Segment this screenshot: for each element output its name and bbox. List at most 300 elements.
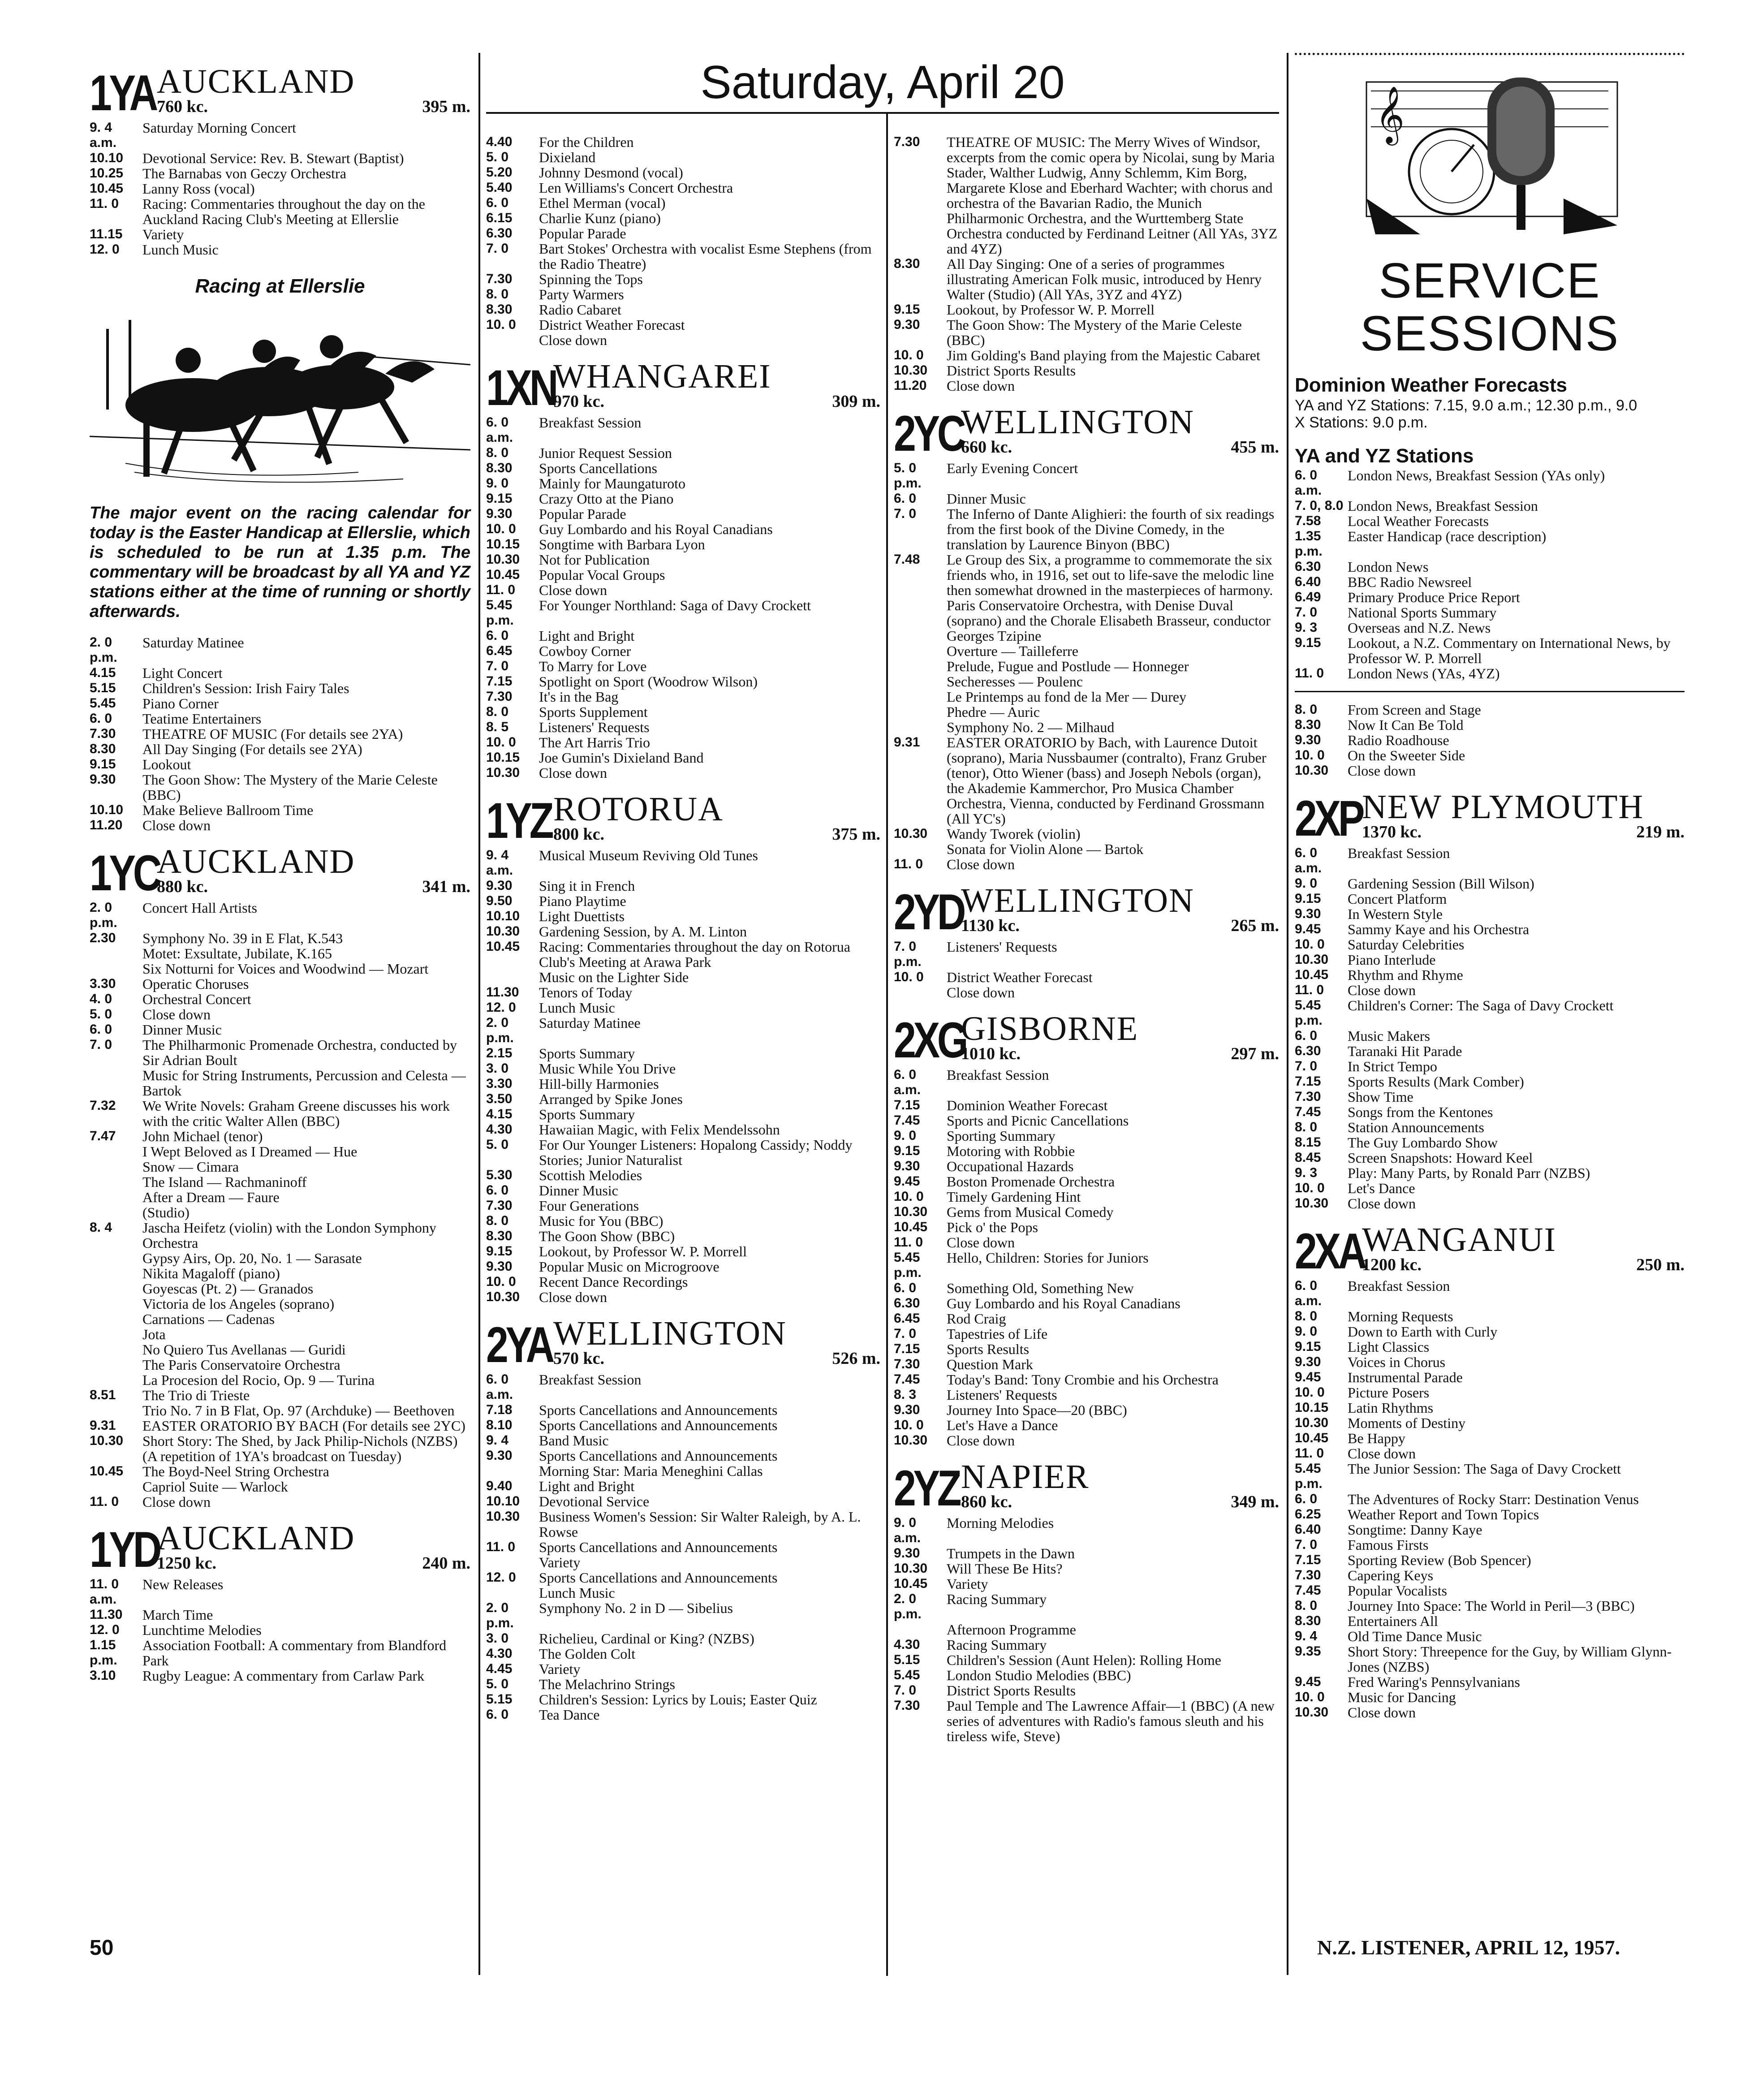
program-entry [90, 1607, 470, 1622]
program-title: Boston Promenade Orchestra [947, 1173, 1115, 1190]
program-title: Light and Bright [539, 1478, 635, 1494]
program-entry [1295, 635, 1685, 666]
station-code: 2YC [894, 405, 964, 461]
program-entry [486, 643, 880, 659]
program-title: Light Concert [142, 665, 223, 681]
program-entry [90, 1190, 470, 1205]
program-title: EASTER ORATORIO by Bach, with Laurence Dutoit (soprano), Maria Nussbaumer (contralto), Franz Gruber (tenor), Otto Wiener (bass) and Joseph Nebols (organ), the Akademie Kammerchor, Pro Musica Chamber Orchestra, Vienna, conducted by Ferdinand Grossmann (All YC's) [947, 734, 1267, 827]
program-time: 10. 0 [486, 522, 516, 536]
program-entry [90, 772, 470, 802]
program-time: 6. 0 [486, 195, 509, 210]
program-time [90, 1281, 142, 1296]
program-title: Piano Playtime [539, 893, 626, 909]
program-time: 10. 0 [486, 1274, 516, 1289]
program-entry [1295, 891, 1685, 906]
program-entry [1295, 666, 1685, 681]
program-time [90, 1251, 142, 1266]
program-entry [1295, 1568, 1685, 1583]
program-title: Junior Request Session [539, 445, 672, 461]
program-title: Lookout [142, 756, 191, 772]
program-time: 6. 0 a.m. [894, 1067, 921, 1097]
program-entry [486, 735, 880, 750]
program-title: Devotional Service: Rev. B. Stewart (Baptist) [142, 150, 404, 166]
program-time: 7.45 [1295, 1104, 1321, 1119]
program-entry [90, 1220, 470, 1251]
program-entry [894, 506, 1279, 552]
program-time: 7.15 [894, 1341, 920, 1356]
program-entry [894, 1576, 1279, 1591]
program-time: 10. 0 [894, 348, 924, 362]
program-time: 5.30 [486, 1168, 513, 1182]
program-entry [486, 332, 880, 348]
program-time: 3. 0 [486, 1631, 509, 1646]
program-title: Secheresses — Poulenc [947, 673, 1083, 690]
program-title: Voices in Chorus [1348, 1354, 1446, 1370]
program-time: 10. 0 [486, 735, 516, 750]
program-title: Music Makers [1348, 1028, 1430, 1044]
program-entry [1295, 937, 1685, 952]
program-title: The Guy Lombardo Show [1348, 1134, 1498, 1151]
program-title: To Marry for Love [539, 658, 647, 674]
program-title: Four Generations [539, 1198, 639, 1214]
program-entry [90, 1577, 470, 1607]
program-entry [1295, 1104, 1685, 1120]
program-title: Taranaki Hit Parade [1348, 1043, 1462, 1059]
program-title: Saturday Matinee [539, 1015, 641, 1031]
program-entry [894, 1220, 1279, 1235]
program-time: 7.30 [486, 272, 513, 286]
program-time: 11. 0 [1295, 666, 1324, 681]
program-title: Symphony No. 39 in E Flat, K.543 [142, 930, 343, 946]
program-entry [894, 1296, 1279, 1311]
program-time: 8. 0 [1295, 1598, 1318, 1613]
program-title: Occupational Hazards [947, 1158, 1074, 1174]
program-title: For the Children [539, 134, 634, 150]
program-title: Sports Cancellations and Announcements [539, 1539, 778, 1555]
program-time: 5. 0 [90, 1007, 112, 1022]
program-time: 3. 0 [486, 1061, 509, 1076]
program-title: Music for String Instruments, Percussion and Celesta — Bartok [142, 1067, 466, 1099]
program-time: 11. 0 [894, 857, 923, 871]
program-title: Gardening Session (Bill Wilson) [1348, 875, 1534, 892]
program-entry [894, 1652, 1279, 1668]
program-time: 10. 0 [894, 970, 924, 984]
program-time [486, 1555, 539, 1570]
program-time: 6. 0 [90, 1022, 112, 1037]
program-entry [1295, 620, 1685, 635]
program-title: Racing Summary [947, 1637, 1047, 1653]
program-entry [894, 1159, 1279, 1174]
program-entry [894, 704, 1279, 720]
program-entry [486, 302, 880, 317]
program-time: 10.30 [894, 1561, 928, 1576]
program-entry [894, 552, 1279, 643]
program-entry [90, 1144, 470, 1159]
program-entry [894, 857, 1279, 872]
program-entry [90, 120, 470, 151]
program-entry [1295, 998, 1685, 1028]
program-entry [90, 1464, 470, 1479]
program-title: Rhythm and Rhyme [1348, 967, 1463, 983]
program-entry [90, 1022, 470, 1037]
program-time: 9.50 [486, 893, 513, 908]
program-entry [894, 363, 1279, 378]
program-title: Overseas and N.Z. News [1348, 620, 1491, 636]
program-entry [1295, 590, 1685, 605]
program-title: Lanny Ross (vocal) [142, 181, 255, 197]
program-time: 9. 0 [1295, 1324, 1318, 1339]
program-entry [1295, 1552, 1685, 1568]
program-time: 12. 0 [90, 1622, 120, 1637]
program-title: Popular Music on Microgroove [539, 1259, 720, 1275]
program-time: 10. 0 [1295, 937, 1325, 952]
program-title: Morning Star: Maria Meneghini Callas [539, 1463, 763, 1479]
program-entry [486, 878, 880, 893]
program-title: Tenors of Today [539, 984, 633, 1000]
program-entry [90, 681, 470, 696]
program-title: Jim Golding's Band playing from the Majestic Cabaret [947, 347, 1260, 363]
column-rule [886, 112, 888, 1976]
program-title: Station Announcements [1348, 1119, 1484, 1135]
program-title: Short Story: Threepence for the Guy, by William Glynn-Jones (NZBS) [1348, 1643, 1672, 1675]
program-time: 9.45 [894, 1174, 920, 1189]
program-title: Le Group des Six, a programme to commemorate the six friends who, in 1916, set out to life-save the melodic line then somewhat drowned in the masterpieces of harmony. Paris Conservatoire Orchestra, with Denise Duval (soprano) and the Chorale Elisabeth Brasseur, conductor Georges Tzipine [947, 552, 1274, 644]
program-time: 6.45 [486, 643, 513, 658]
program-entry [486, 848, 880, 878]
program-entry [894, 134, 1279, 256]
program-title: Sports Summary [539, 1045, 635, 1061]
station-wavelength: 341 m. [422, 877, 470, 896]
program-title: Make Believe Ballroom Time [142, 802, 314, 818]
program-entry [90, 227, 470, 242]
program-entry [1295, 845, 1685, 876]
program-time: 4.15 [90, 665, 116, 680]
program-time: 11.15 [90, 227, 123, 241]
program-entry [486, 924, 880, 939]
program-title: Hill-billy Harmonies [539, 1076, 659, 1092]
program-entry [90, 196, 470, 227]
program-time: 4.30 [486, 1122, 513, 1137]
program-entry [486, 765, 880, 780]
program-entry [486, 461, 880, 476]
program-entry [486, 1707, 880, 1722]
program-entry [894, 674, 1279, 689]
program-entry [894, 1372, 1279, 1387]
program-entry [894, 1235, 1279, 1250]
program-entry [894, 1326, 1279, 1341]
program-time: 9.30 [894, 317, 920, 332]
program-entry [486, 704, 880, 720]
program-title: The Melachrino Strings [539, 1676, 675, 1692]
program-time [90, 1174, 142, 1190]
program-title: Prelude, Fugue and Postlude — Honneger [947, 658, 1189, 674]
program-time: 5.45 [90, 696, 116, 711]
program-time: 10.30 [894, 826, 928, 841]
program-title: Business Women's Session: Sir Walter Raleigh, by A. L. Rowse [539, 1509, 861, 1540]
program-title: The Trio di Trieste [142, 1387, 250, 1403]
program-time: 3.30 [486, 1076, 513, 1091]
program-title: London News [1348, 559, 1429, 575]
program-entry [90, 1638, 470, 1668]
program-entry [486, 287, 880, 302]
program-entry [486, 689, 880, 704]
program-time: 6. 0 [1295, 1028, 1318, 1043]
program-entry [486, 445, 880, 461]
program-entry [1295, 1135, 1685, 1150]
program-entry [486, 970, 880, 985]
program-time: 6. 0 a.m. [486, 415, 513, 445]
program-time: 11.30 [90, 1607, 123, 1622]
program-time: 9.31 [894, 735, 920, 750]
program-entry [894, 720, 1279, 735]
program-time: 9.30 [1295, 906, 1321, 921]
program-entry [90, 1068, 470, 1098]
program-entry [1295, 498, 1685, 513]
program-entry [894, 302, 1279, 317]
program-entry [1295, 1415, 1685, 1431]
program-entry [90, 1129, 470, 1144]
program-title: Dinner Music [947, 491, 1026, 507]
program-title: Music While You Drive [539, 1061, 676, 1077]
program-title: Early Evening Concert [947, 460, 1078, 476]
program-time: 9.15 [486, 1244, 513, 1259]
program-time: 6.15 [486, 211, 513, 225]
station-frequency: 1250 kc. [157, 1554, 216, 1573]
program-entry [894, 1113, 1279, 1128]
program-title: Close down [539, 765, 607, 781]
program-entry [1295, 559, 1685, 574]
program-time: 10. 0 [486, 317, 516, 332]
program-time: 10.30 [90, 1433, 124, 1448]
program-time: 7.15 [486, 674, 513, 689]
program-time: 10.15 [486, 537, 520, 552]
program-title: Jascha Heifetz (violin) with the London Symphony Orchestra [142, 1220, 436, 1251]
program-title: Carnations — Cadenas [142, 1311, 275, 1327]
program-title: Lookout, a N.Z. Commentary on International News, by Professor W. P. Morrell [1348, 635, 1671, 666]
program-title: BBC Radio Newsreel [1348, 574, 1472, 590]
program-entry [1295, 1613, 1685, 1629]
program-entry [486, 1122, 880, 1137]
program-entry [1295, 1507, 1685, 1522]
program-time: 6. 0 [90, 711, 112, 726]
program-title: Songtime with Barbara Lyon [539, 536, 705, 552]
program-time: 6.45 [894, 1311, 920, 1326]
program-time: 11.20 [894, 378, 927, 393]
program-entry [486, 272, 880, 287]
program-entry [1295, 1278, 1685, 1309]
program-time: 8. 0 [1295, 702, 1318, 717]
program-entry [486, 506, 880, 522]
program-entry [894, 970, 1279, 985]
program-entry [90, 992, 470, 1007]
program-title: Spotlight on Sport (Woodrow Wilson) [539, 673, 758, 690]
program-title: Close down [142, 1006, 211, 1022]
program-entry [486, 1091, 880, 1107]
page-title: Saturday, April 20 [486, 53, 1279, 114]
program-entry [90, 1037, 470, 1068]
program-entry [486, 1692, 880, 1707]
station-wavelength: 455 m. [1231, 438, 1279, 457]
program-entry [486, 1646, 880, 1661]
program-entry [894, 1683, 1279, 1698]
program-time [894, 689, 947, 704]
program-time: 7. 0 [486, 659, 509, 673]
program-entry [1295, 983, 1685, 998]
program-entry [90, 961, 470, 976]
program-entry [1295, 1181, 1685, 1196]
program-title: Today's Band: Tony Crombie and his Orchestra [947, 1371, 1219, 1388]
program-title: (Studio) [142, 1204, 190, 1220]
program-time [894, 674, 947, 689]
program-time: 5.45 p.m. [1295, 998, 1323, 1028]
program-title: Lunch Music [539, 1585, 615, 1601]
program-title: Local Weather Forecasts [1348, 513, 1489, 529]
program-entry [894, 1174, 1279, 1189]
program-title: Let's Dance [1348, 1180, 1415, 1196]
program-title: Symphony No. 2 in D — Sibelius [539, 1600, 733, 1616]
program-title: John Michael (tenor) [142, 1128, 263, 1144]
program-time: 9. 4 [1295, 1629, 1318, 1643]
program-title: Music on the Lighter Side [539, 969, 689, 985]
station-wavelength: 349 m. [1231, 1492, 1279, 1511]
station-city: NAPIER [961, 1458, 1090, 1496]
program-entry [1295, 1120, 1685, 1135]
program-time: 8.45 [1295, 1150, 1321, 1165]
program-entry [1295, 1644, 1685, 1674]
program-entry [1295, 1150, 1685, 1165]
program-time: 8. 5 [486, 720, 509, 734]
racing-title: Racing at Ellerslie [195, 275, 365, 297]
program-entry [1295, 952, 1685, 967]
program-time: 9.15 [1295, 635, 1321, 650]
program-title: Bart Stokes' Orchestra with vocalist Esme Stephens (from the Radio Theatre) [539, 241, 872, 272]
program-time [90, 961, 142, 976]
program-time: 7.58 [1295, 513, 1321, 528]
program-entry [486, 1402, 880, 1418]
program-title: Be Happy [1348, 1430, 1405, 1446]
program-title: Variety [539, 1661, 581, 1677]
program-entry [486, 241, 880, 272]
program-entry [90, 802, 470, 818]
program-entry [486, 180, 880, 195]
program-entry [894, 1250, 1279, 1281]
program-entry [486, 537, 880, 552]
program-time: 7.30 [486, 689, 513, 704]
program-title: Children's Corner: The Saga of Davy Crockett [1348, 997, 1614, 1013]
program-title: Motoring with Robbie [947, 1143, 1075, 1159]
program-title: Dominion Weather Forecast [947, 1097, 1108, 1113]
program-entry [486, 195, 880, 211]
program-time: 11. 0 [1295, 983, 1324, 997]
station-frequency: 760 kc. [157, 97, 208, 116]
microphone-illustration [1295, 64, 1685, 252]
program-time: 10. 0 [1295, 1181, 1325, 1195]
program-title: Snow — Cimara [142, 1159, 239, 1175]
program-title: Sporting Summary [947, 1128, 1056, 1144]
program-title: I Wept Beloved as I Dreamed — Hue [142, 1143, 358, 1160]
program-entry [486, 1289, 880, 1305]
program-time: 3.10 [90, 1668, 116, 1683]
program-entry [1295, 1431, 1685, 1446]
program-time: 7.30 [894, 1357, 920, 1371]
program-title: Hawaiian Magic, with Felix Mendelssohn [539, 1121, 780, 1138]
program-title: Down to Earth with Curly [1348, 1324, 1498, 1340]
program-time: 6. 0 a.m. [1295, 845, 1322, 875]
program-entry [90, 1403, 470, 1418]
program-time: 9.30 [1295, 733, 1321, 747]
program-time: 8.15 [1295, 1135, 1321, 1150]
program-entry [486, 985, 880, 1000]
station-frequency: 1130 kc. [961, 916, 1020, 935]
program-entry [894, 1418, 1279, 1433]
program-time: 6.25 [1295, 1507, 1321, 1522]
program-title: Something Old, Something New [947, 1280, 1134, 1296]
program-entry [90, 900, 470, 931]
program-title: Radio Roadhouse [1348, 732, 1449, 748]
program-time: 7. 0 [1295, 605, 1318, 620]
program-title: Party Warmers [539, 286, 624, 302]
program-time: 6. 0 [486, 1183, 509, 1198]
program-entry [486, 750, 880, 765]
program-time: 11. 0 [486, 1539, 516, 1554]
program-entry [486, 1677, 880, 1692]
program-title: Orchestral Concert [142, 991, 251, 1007]
program-entry [486, 1137, 880, 1168]
program-time [90, 1479, 142, 1494]
program-title: The Inferno of Dante Alighieri: the fourth of six readings from the first book of the Divine Comedy, in the translation by Laurence Binyon (BBC) [947, 506, 1275, 552]
program-title: THEATRE OF MUSIC (For details see 2YA) [142, 726, 403, 742]
program-title: On the Sweeter Side [1348, 747, 1465, 763]
program-title: All Day Singing (For details see 2YA) [142, 741, 362, 757]
decorative-border [1295, 53, 1685, 60]
program-title: Breakfast Session [1348, 1278, 1450, 1294]
program-time: 9.45 [1295, 1370, 1321, 1384]
program-title: Primary Produce Price Report [1348, 589, 1520, 605]
program-time: 2. 0 p.m. [90, 900, 117, 930]
program-title: Close down [142, 817, 211, 833]
program-title: Six Notturni for Voices and Woodwind — Mozart [142, 961, 429, 977]
program-time: 6. 0 [1295, 1492, 1318, 1506]
program-entry [486, 1433, 880, 1448]
program-entry [486, 211, 880, 226]
program-time: 8. 0 [486, 445, 509, 460]
program-entry [90, 1281, 470, 1296]
program-title: Close down [947, 1432, 1015, 1449]
program-entry [90, 1479, 470, 1494]
program-time: 8.30 [894, 256, 920, 271]
program-time: 9.30 [486, 506, 513, 521]
program-entry [90, 818, 470, 833]
program-time: 6.30 [1295, 1044, 1321, 1058]
station-code: 1YC [90, 845, 159, 901]
program-entry [1295, 1583, 1685, 1598]
program-entry [486, 1244, 880, 1259]
program-entry [90, 1266, 470, 1281]
program-title: The Adventures of Rocky Starr: Destination Venus [1348, 1491, 1639, 1507]
program-time: 10.45 [1295, 1431, 1329, 1445]
program-time: 6.49 [1295, 590, 1321, 604]
station-city: GISBORNE [961, 1010, 1139, 1048]
program-entry [1295, 733, 1685, 748]
program-time [486, 332, 539, 348]
program-entry [1295, 1492, 1685, 1507]
program-title: Arranged by Spike Jones [539, 1091, 683, 1107]
program-title: Not for Publication [539, 552, 650, 568]
program-title: THEATRE OF MUSIC: The Merry Wives of Windsor, excerpts from the comic opera by Nicolai, sung by Maria Stader, Walther Ludwig, Anny Schlemm, Kim Borg, Margarete Klose and Eberhard Wachter; with chorus and orchestra of the Bavarian Radio, the Munich Philharmonic Orchestra, and the Wurttemberg State Orchestra conducted by Ferdinand Leitner (All YAs, 3YZ and 4YZ) [947, 134, 1278, 257]
program-entry [894, 1128, 1279, 1143]
program-time: 9.30 [894, 1402, 920, 1417]
program-title: Saturday Celebrities [1348, 936, 1465, 953]
